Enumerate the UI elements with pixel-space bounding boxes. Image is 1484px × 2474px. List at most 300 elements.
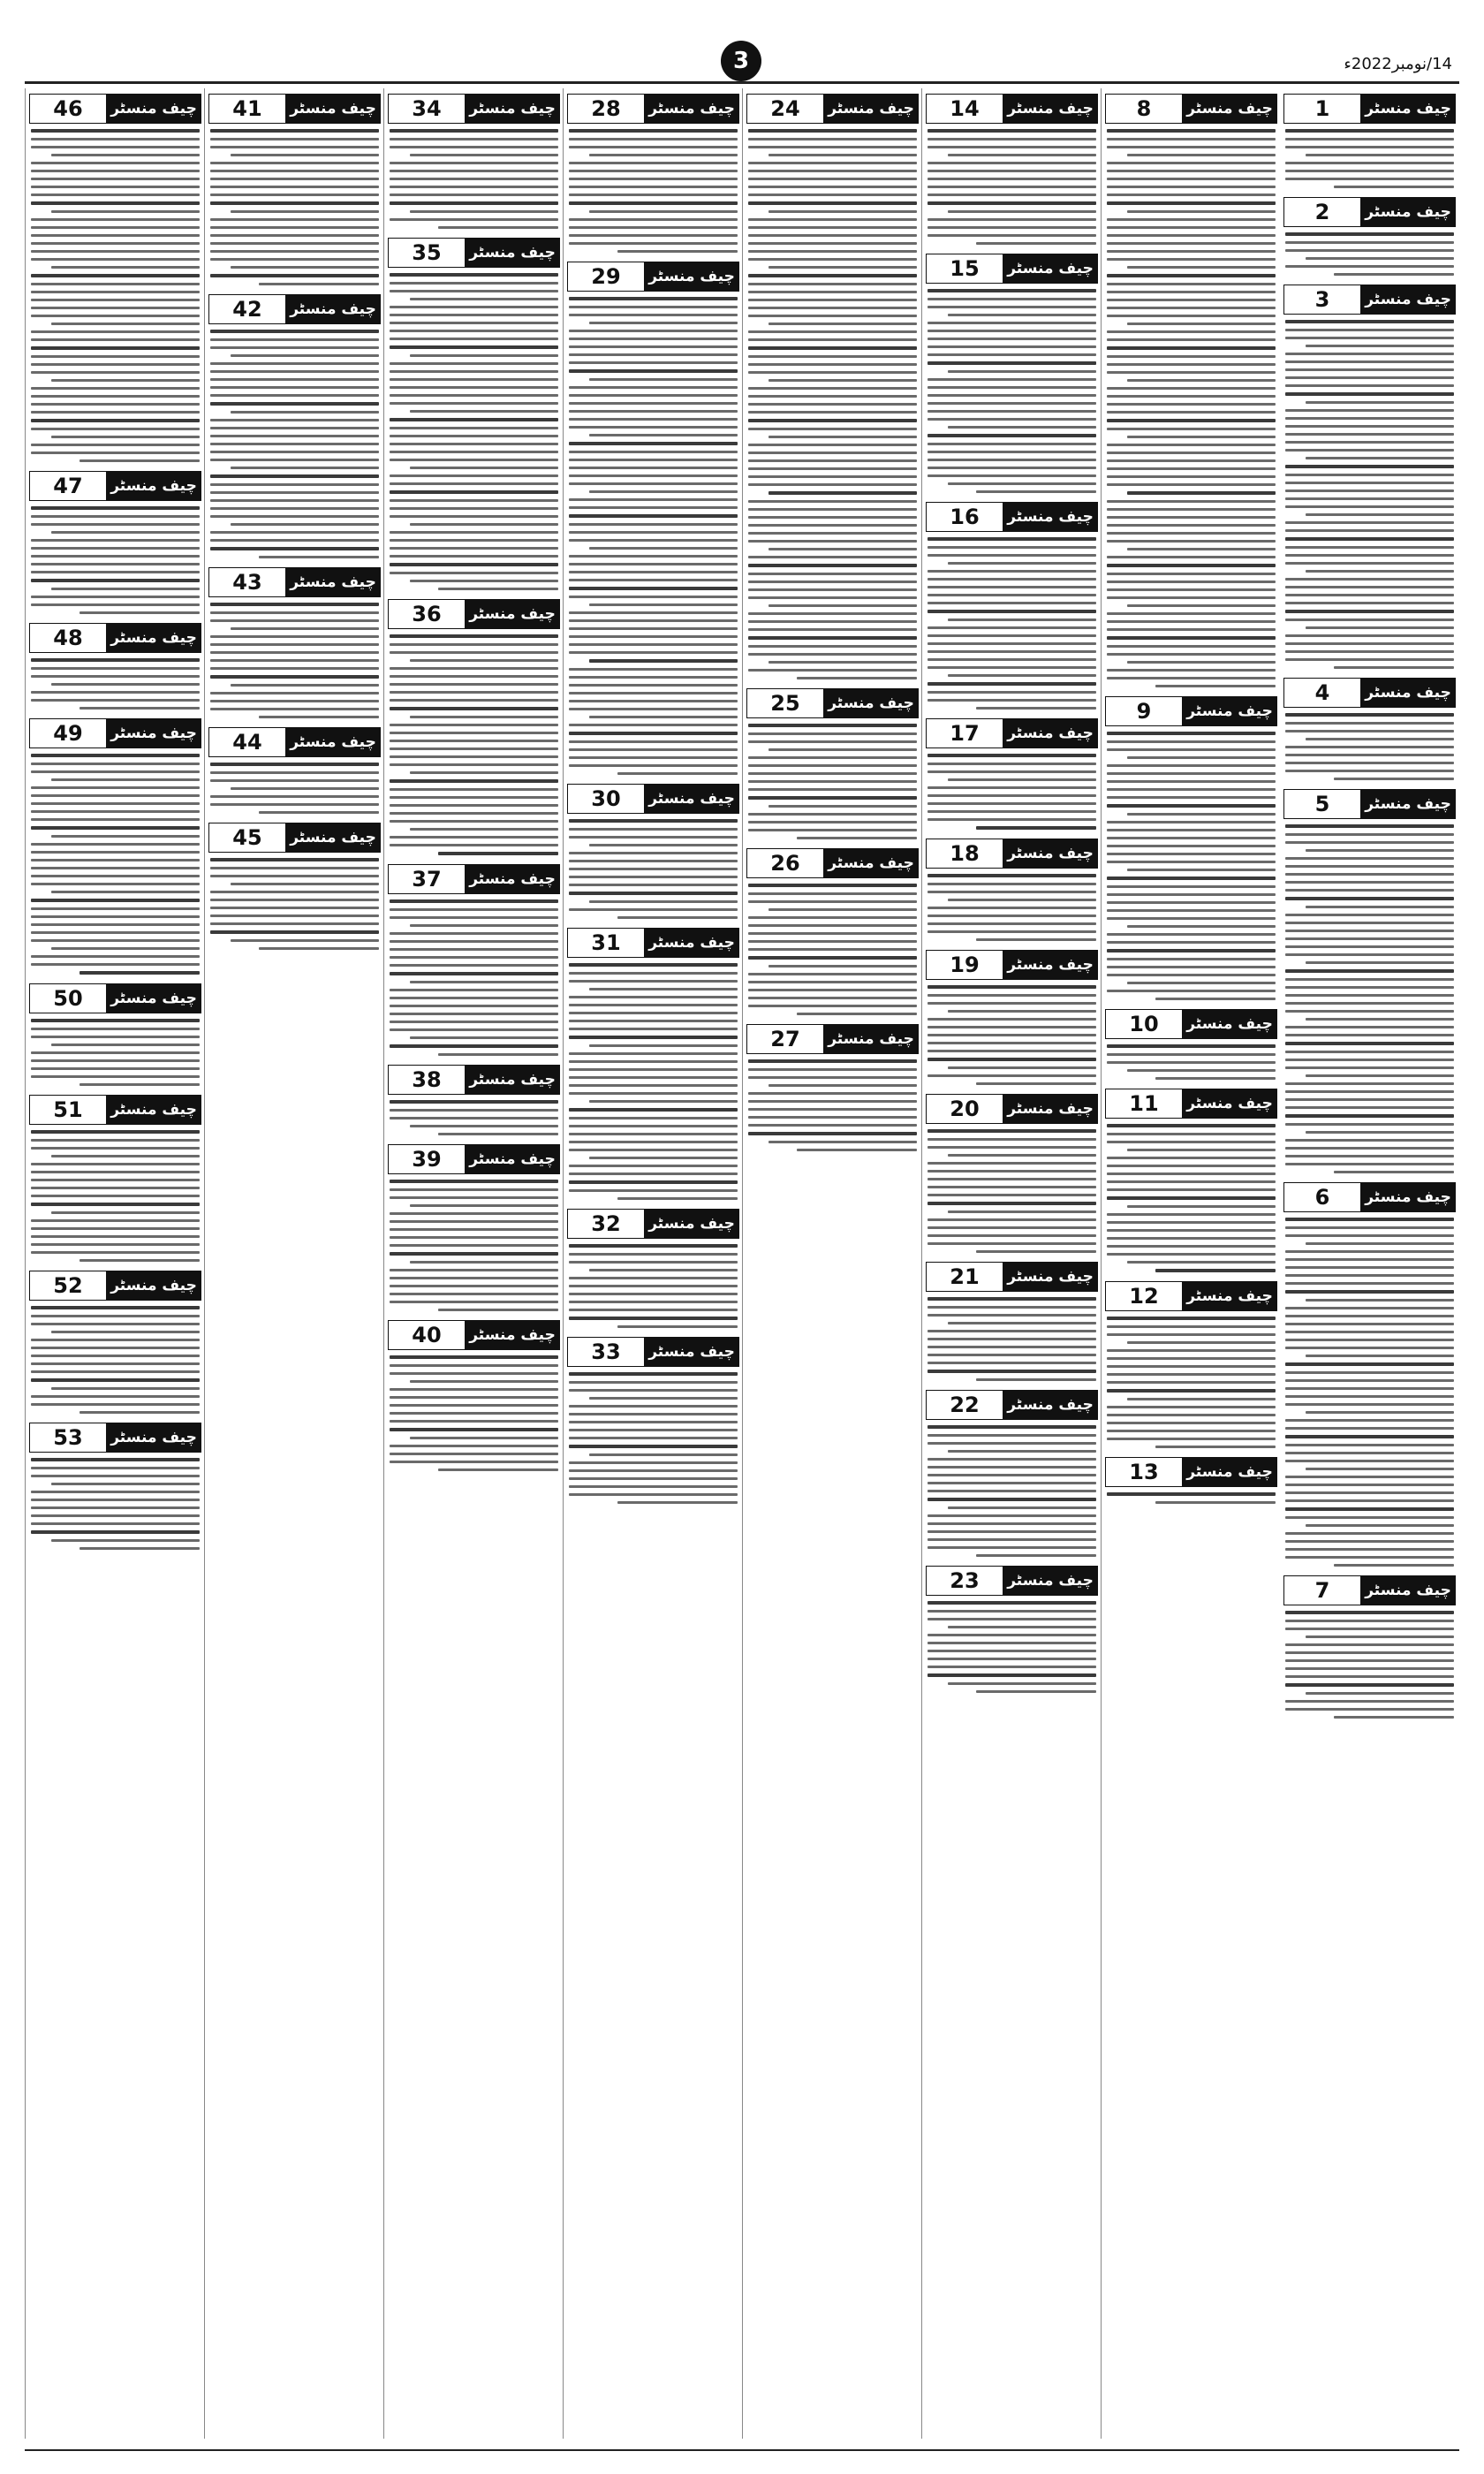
text-line bbox=[748, 508, 917, 511]
text-line bbox=[748, 371, 917, 374]
text-line bbox=[569, 314, 738, 316]
notice-text-block bbox=[1105, 129, 1277, 687]
text-line bbox=[1285, 497, 1454, 500]
text-line bbox=[948, 1154, 1096, 1157]
text-line bbox=[928, 1634, 1096, 1636]
notice-text-block bbox=[388, 1355, 560, 1471]
text-line bbox=[51, 1539, 200, 1542]
text-line bbox=[1334, 186, 1455, 188]
notice-header bbox=[567, 94, 739, 124]
notice-label: چیف منسٹر bbox=[1183, 1458, 1276, 1486]
text-line bbox=[1285, 1098, 1454, 1101]
text-line bbox=[569, 1172, 738, 1175]
text-line bbox=[1155, 685, 1276, 687]
notice-header bbox=[29, 1095, 201, 1125]
text-line bbox=[390, 146, 558, 148]
notice-header bbox=[208, 727, 381, 757]
notice-text-block bbox=[388, 129, 560, 229]
text-line bbox=[617, 1197, 738, 1200]
notice-27 bbox=[746, 1024, 919, 1151]
text-line bbox=[1285, 1628, 1454, 1630]
text-line bbox=[390, 490, 558, 494]
text-line bbox=[928, 570, 1096, 573]
text-line bbox=[1107, 669, 1276, 672]
text-line bbox=[1285, 658, 1454, 661]
notice-text-block bbox=[1283, 824, 1456, 1173]
text-line bbox=[928, 1474, 1096, 1476]
text-line bbox=[390, 1028, 558, 1031]
text-line bbox=[748, 258, 917, 261]
notice-header bbox=[926, 950, 1098, 980]
text-line bbox=[589, 434, 738, 436]
notice-number: 4 bbox=[1284, 679, 1361, 707]
text-line bbox=[1285, 1371, 1454, 1374]
notice-4 bbox=[1283, 678, 1456, 780]
text-line bbox=[1107, 1133, 1276, 1135]
text-line bbox=[438, 588, 559, 590]
text-line bbox=[31, 596, 200, 598]
text-line bbox=[569, 579, 738, 581]
text-line bbox=[928, 642, 1096, 645]
text-line bbox=[1285, 578, 1454, 581]
notice-number: 3 bbox=[1284, 285, 1361, 314]
notice-label: چیف منسٹر bbox=[1003, 254, 1097, 283]
text-line bbox=[928, 802, 1096, 805]
text-line bbox=[51, 778, 200, 781]
text-line bbox=[569, 451, 738, 453]
notice-number: 18 bbox=[927, 839, 1003, 868]
text-line bbox=[410, 410, 558, 413]
text-line bbox=[31, 201, 200, 205]
text-line bbox=[31, 315, 200, 317]
text-line bbox=[928, 626, 1096, 629]
text-line bbox=[569, 668, 738, 671]
text-line bbox=[31, 411, 200, 414]
text-line bbox=[210, 234, 379, 237]
text-line bbox=[748, 226, 917, 229]
text-line bbox=[51, 891, 200, 893]
text-line bbox=[569, 764, 738, 767]
text-line bbox=[569, 1461, 738, 1464]
text-line bbox=[928, 1514, 1096, 1517]
text-line bbox=[410, 716, 558, 718]
text-line bbox=[569, 1317, 738, 1320]
columns-container bbox=[25, 88, 1459, 2439]
text-line bbox=[1285, 1362, 1454, 1366]
notice-label: چیف منسٹر bbox=[107, 624, 201, 652]
notice-header bbox=[1105, 1281, 1277, 1311]
text-line bbox=[948, 674, 1096, 677]
text-line bbox=[31, 691, 200, 694]
text-line bbox=[928, 1234, 1096, 1237]
text-line bbox=[1107, 452, 1276, 454]
text-line bbox=[928, 1490, 1096, 1492]
notice-29 bbox=[567, 262, 739, 775]
text-line bbox=[748, 162, 917, 164]
notice-number: 37 bbox=[389, 865, 466, 893]
text-line bbox=[210, 907, 379, 909]
text-line bbox=[928, 891, 1096, 893]
notice-number: 6 bbox=[1284, 1183, 1361, 1211]
text-line bbox=[569, 459, 738, 461]
text-line bbox=[390, 667, 558, 670]
text-line bbox=[390, 282, 558, 285]
text-line bbox=[51, 531, 200, 534]
text-line bbox=[928, 994, 1096, 997]
text-line bbox=[748, 1092, 917, 1095]
text-line bbox=[569, 297, 738, 300]
notice-number: 53 bbox=[30, 1423, 107, 1452]
text-line bbox=[1285, 1266, 1454, 1269]
text-line bbox=[31, 146, 200, 148]
text-line bbox=[1285, 618, 1454, 621]
text-line bbox=[928, 1618, 1096, 1620]
text-line bbox=[569, 1301, 738, 1303]
text-line bbox=[948, 1210, 1096, 1213]
text-line bbox=[390, 330, 558, 332]
text-line bbox=[31, 1028, 200, 1030]
text-line bbox=[569, 186, 738, 188]
text-line bbox=[569, 146, 738, 148]
text-line bbox=[210, 515, 379, 518]
text-line bbox=[51, 154, 200, 156]
text-line bbox=[1127, 1205, 1276, 1208]
text-line bbox=[1127, 1069, 1276, 1072]
text-line bbox=[31, 403, 200, 406]
text-line bbox=[390, 899, 558, 903]
text-line bbox=[210, 667, 379, 670]
notice-header bbox=[926, 718, 1098, 748]
text-line bbox=[928, 1074, 1096, 1077]
text-line bbox=[928, 586, 1096, 588]
text-line bbox=[928, 378, 1096, 381]
text-line bbox=[948, 154, 1096, 156]
text-line bbox=[80, 1411, 201, 1414]
notice-label: چیف منسٹر bbox=[286, 823, 380, 852]
text-line bbox=[438, 852, 559, 855]
text-line bbox=[31, 1075, 200, 1078]
text-line bbox=[1107, 861, 1276, 863]
text-line bbox=[1107, 1373, 1276, 1376]
text-line bbox=[390, 563, 558, 566]
text-line bbox=[1285, 1643, 1454, 1646]
text-line bbox=[1306, 257, 1454, 260]
text-line bbox=[31, 1171, 200, 1173]
text-line bbox=[1285, 1042, 1454, 1045]
notice-number: 38 bbox=[389, 1066, 466, 1094]
text-line bbox=[768, 748, 917, 751]
text-line bbox=[1107, 178, 1276, 180]
text-line bbox=[948, 1450, 1096, 1453]
text-line bbox=[1285, 1516, 1454, 1519]
text-line bbox=[1107, 218, 1276, 221]
text-line bbox=[1107, 226, 1276, 229]
text-line bbox=[31, 1370, 200, 1373]
text-line bbox=[1107, 1053, 1276, 1056]
notice-header bbox=[388, 864, 560, 894]
text-line bbox=[31, 1339, 200, 1341]
text-line bbox=[748, 242, 917, 245]
text-line bbox=[768, 379, 917, 382]
text-line bbox=[1306, 1355, 1454, 1357]
column-5 bbox=[563, 88, 743, 2439]
text-line bbox=[748, 452, 917, 454]
notice-header bbox=[388, 1320, 560, 1350]
text-line bbox=[1285, 1532, 1454, 1535]
text-line bbox=[210, 763, 379, 766]
text-line bbox=[31, 1306, 200, 1309]
text-line bbox=[1285, 1290, 1454, 1294]
text-line bbox=[31, 186, 200, 188]
text-line bbox=[569, 353, 738, 356]
text-line bbox=[948, 426, 1096, 429]
text-line bbox=[748, 932, 917, 935]
text-line bbox=[1285, 170, 1454, 172]
notice-header bbox=[926, 1390, 1098, 1420]
text-line bbox=[210, 491, 379, 494]
text-line bbox=[589, 988, 738, 990]
text-line bbox=[390, 322, 558, 324]
text-line bbox=[589, 603, 738, 606]
notice-label: چیف منسٹر bbox=[1003, 1095, 1097, 1123]
text-line bbox=[928, 129, 1096, 133]
notice-text-block bbox=[208, 763, 381, 814]
text-line bbox=[569, 1036, 738, 1039]
notice-number: 8 bbox=[1106, 95, 1183, 123]
notice-31 bbox=[567, 928, 739, 1200]
text-line bbox=[928, 754, 1096, 757]
text-line bbox=[31, 1323, 200, 1325]
text-line bbox=[1285, 1452, 1454, 1454]
text-line bbox=[617, 1501, 738, 1504]
text-line bbox=[748, 892, 917, 895]
text-line bbox=[31, 363, 200, 366]
text-line bbox=[1107, 444, 1276, 446]
text-line bbox=[31, 555, 200, 558]
text-line bbox=[1107, 628, 1276, 631]
text-line bbox=[31, 1491, 200, 1493]
text-line bbox=[1306, 626, 1454, 629]
text-line bbox=[928, 1370, 1096, 1373]
text-line bbox=[1285, 824, 1454, 828]
text-line bbox=[748, 573, 917, 575]
text-line bbox=[928, 907, 1096, 909]
notice-label: چیف منسٹر bbox=[286, 728, 380, 756]
text-line bbox=[569, 410, 738, 413]
text-line bbox=[390, 691, 558, 694]
notice-label: چیف منسٹر bbox=[1003, 503, 1097, 531]
text-line bbox=[928, 330, 1096, 332]
notice-label: چیف منسٹر bbox=[1361, 95, 1455, 123]
text-line bbox=[569, 498, 738, 501]
notice-text-block bbox=[1105, 1492, 1277, 1504]
text-line bbox=[1285, 1427, 1454, 1430]
notice-text-block bbox=[567, 1244, 739, 1328]
text-line bbox=[410, 1036, 558, 1039]
text-line bbox=[210, 138, 379, 140]
text-line bbox=[390, 940, 558, 943]
text-line bbox=[928, 1666, 1096, 1668]
text-line bbox=[1306, 1299, 1454, 1302]
text-line bbox=[1306, 1468, 1454, 1470]
text-line bbox=[1285, 409, 1454, 412]
text-line bbox=[31, 875, 200, 877]
text-line bbox=[210, 643, 379, 646]
text-line bbox=[31, 330, 200, 333]
text-line bbox=[390, 482, 558, 485]
text-line bbox=[748, 636, 917, 640]
text-line bbox=[1285, 1675, 1454, 1678]
text-line bbox=[259, 811, 380, 814]
notice-18 bbox=[926, 839, 1098, 941]
text-line bbox=[51, 1483, 200, 1485]
text-line bbox=[1285, 1234, 1454, 1237]
text-line bbox=[748, 467, 917, 470]
text-line bbox=[1107, 516, 1276, 519]
text-line bbox=[1107, 1365, 1276, 1368]
text-line bbox=[410, 659, 558, 662]
text-line bbox=[928, 1546, 1096, 1549]
text-line bbox=[390, 972, 558, 975]
notice-label: چیف منسٹر bbox=[824, 849, 918, 877]
text-line bbox=[928, 554, 1096, 557]
notice-text-block bbox=[926, 1601, 1098, 1693]
text-line bbox=[1107, 500, 1276, 503]
text-line bbox=[210, 370, 379, 373]
text-line bbox=[1155, 1501, 1276, 1504]
text-line bbox=[51, 1211, 200, 1214]
text-line bbox=[390, 844, 558, 846]
text-line bbox=[390, 724, 558, 726]
text-line bbox=[390, 1005, 558, 1007]
notice-label: چیف منسٹر bbox=[645, 929, 738, 957]
text-line bbox=[1285, 754, 1454, 756]
text-line bbox=[31, 1347, 200, 1349]
text-line bbox=[390, 386, 558, 389]
text-line bbox=[1285, 1651, 1454, 1654]
text-line bbox=[210, 170, 379, 172]
text-line bbox=[390, 956, 558, 959]
text-line bbox=[31, 579, 200, 582]
text-line bbox=[748, 186, 917, 188]
text-line bbox=[1127, 323, 1276, 325]
text-line bbox=[1285, 1387, 1454, 1390]
text-line bbox=[31, 1235, 200, 1238]
text-line bbox=[928, 682, 1096, 686]
text-line bbox=[210, 771, 379, 774]
text-line bbox=[569, 1125, 738, 1127]
text-line bbox=[1107, 1430, 1276, 1432]
text-line bbox=[569, 996, 738, 998]
text-line bbox=[210, 378, 379, 381]
text-line bbox=[1285, 1051, 1454, 1053]
text-line bbox=[210, 435, 379, 437]
text-line bbox=[569, 627, 738, 630]
notice-text-block bbox=[926, 985, 1098, 1085]
notice-32 bbox=[567, 1209, 739, 1328]
text-line bbox=[1107, 853, 1276, 855]
text-line bbox=[928, 1242, 1096, 1245]
text-line bbox=[928, 914, 1096, 917]
text-line bbox=[31, 1036, 200, 1038]
notice-26 bbox=[746, 848, 919, 1015]
notice-45 bbox=[208, 823, 381, 950]
text-line bbox=[438, 226, 559, 229]
text-line bbox=[748, 772, 917, 775]
text-line bbox=[1285, 138, 1454, 140]
column-1 bbox=[1280, 88, 1459, 2439]
text-line bbox=[1107, 411, 1276, 414]
text-line bbox=[1107, 772, 1276, 775]
text-line bbox=[1285, 162, 1454, 164]
text-line bbox=[748, 250, 917, 253]
text-line bbox=[1306, 1018, 1454, 1021]
text-line bbox=[1107, 467, 1276, 470]
text-line bbox=[259, 947, 380, 950]
text-line bbox=[928, 1354, 1096, 1356]
text-line bbox=[948, 1626, 1096, 1628]
text-line bbox=[210, 930, 379, 934]
text-line bbox=[390, 1220, 558, 1223]
text-line bbox=[31, 786, 200, 789]
text-line bbox=[1285, 922, 1454, 924]
text-line bbox=[1107, 740, 1276, 743]
text-line bbox=[210, 779, 379, 782]
notice-label: چیف منسٹر bbox=[645, 95, 738, 123]
text-line bbox=[1285, 433, 1454, 436]
text-line bbox=[31, 1243, 200, 1246]
text-line bbox=[976, 490, 1097, 493]
text-line bbox=[928, 1314, 1096, 1317]
notice-number: 49 bbox=[30, 719, 107, 748]
text-line bbox=[31, 867, 200, 869]
text-line bbox=[748, 218, 917, 221]
text-line bbox=[569, 162, 738, 164]
text-line bbox=[80, 1547, 201, 1550]
text-line bbox=[928, 459, 1096, 461]
text-line bbox=[589, 490, 738, 493]
notice-label: چیف منسٹر bbox=[107, 1271, 201, 1300]
text-line bbox=[390, 1301, 558, 1303]
text-line bbox=[928, 1202, 1096, 1205]
text-line bbox=[1107, 138, 1276, 140]
text-line bbox=[1306, 1242, 1454, 1245]
text-line bbox=[1107, 338, 1276, 341]
text-line bbox=[1107, 564, 1276, 567]
text-line bbox=[1107, 1061, 1276, 1064]
text-line bbox=[390, 1445, 558, 1447]
text-line bbox=[928, 170, 1096, 172]
text-line bbox=[617, 1325, 738, 1328]
notice-header bbox=[926, 94, 1098, 124]
text-line bbox=[569, 1060, 738, 1063]
notice-number: 20 bbox=[927, 1095, 1003, 1123]
column-7 bbox=[204, 88, 384, 2439]
text-line bbox=[390, 1388, 558, 1391]
text-line bbox=[1107, 780, 1276, 783]
text-line bbox=[569, 1244, 738, 1248]
text-line bbox=[569, 474, 738, 477]
notice-text-block bbox=[1105, 1044, 1277, 1080]
notice-header bbox=[29, 1423, 201, 1453]
notice-number: 17 bbox=[927, 719, 1003, 748]
text-line bbox=[569, 819, 738, 823]
text-line bbox=[1285, 474, 1454, 476]
text-line bbox=[748, 201, 917, 205]
notice-text-block bbox=[208, 330, 381, 558]
text-line bbox=[1107, 250, 1276, 253]
text-line bbox=[1285, 930, 1454, 932]
